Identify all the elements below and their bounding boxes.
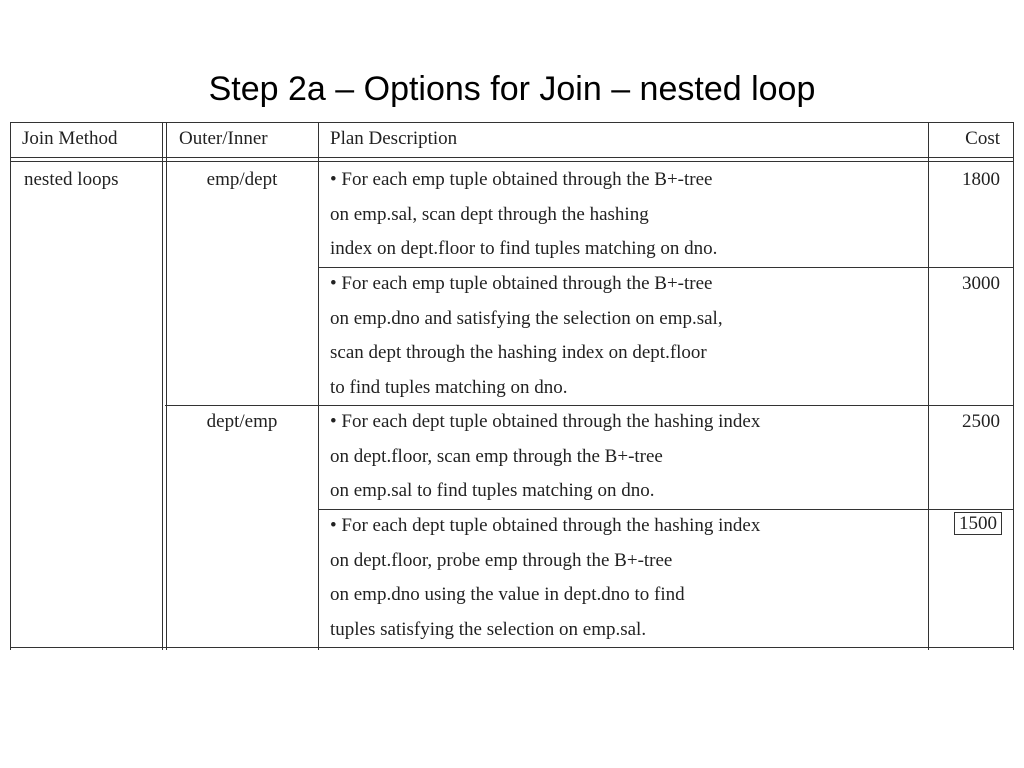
slide-title: Step 2a – Options for Join – nested loop [208, 70, 816, 108]
cost-cell-highlighted [954, 512, 1002, 536]
col-divider-3 [928, 122, 929, 650]
header-cost: Cost [965, 128, 1000, 149]
col-divider-1b [166, 122, 167, 650]
header-rule-1 [10, 157, 1014, 158]
plan-description-cell [330, 169, 717, 273]
table-left-border [10, 122, 11, 650]
outer-inner-cell: emp/dept [206, 169, 278, 190]
plan-line: tuples satisfying the selection on emp.sal. [330, 618, 647, 640]
plan-line: on emp.sal to find tuples matching on dno. [330, 480, 655, 501]
plan-line: on dept.floor, probe emp through the B+-tree [330, 549, 673, 571]
plan-description-cell [330, 515, 760, 653]
plan-description-cell [330, 411, 760, 515]
table-top-border [10, 122, 1014, 123]
plan-line: on emp.dno and satisfying the selection on emp.sal, [330, 307, 723, 329]
plan-line: scan dept through the hashing index on dept.floor [330, 342, 707, 363]
header-outer-inner: Outer/Inner [179, 128, 268, 149]
col-divider-2 [318, 122, 319, 650]
best-cost-box: 1500 [954, 512, 1002, 535]
table-right-border [1013, 122, 1014, 650]
plan-line: • For each emp tuple obtained through the B+-tree [330, 273, 713, 294]
outer-inner-cell: dept/emp [206, 411, 278, 432]
plan-line: to find tuples matching on dno. [330, 376, 568, 398]
plan-line: on dept.floor, scan emp through the B+-tree [330, 445, 663, 467]
plan-description-cell [330, 273, 723, 411]
join-options-table [10, 122, 1014, 650]
cost-cell: 2500 [962, 411, 1000, 432]
plan-line: on emp.sal, scan dept through the hashing [330, 203, 649, 225]
cost-cell: 3000 [962, 273, 1000, 294]
header-rule-2 [10, 161, 1014, 162]
col-divider-1a [162, 122, 163, 650]
header-join-method: Join Method [22, 128, 118, 149]
plan-line: • For each dept tuple obtained through the hashing index [330, 411, 761, 432]
join-method-cell: nested loops [24, 169, 119, 190]
cost-cell: 1800 [962, 169, 1000, 190]
header-plan-description: Plan Description [330, 128, 458, 149]
plan-line: on emp.dno using the value in dept.dno to find [330, 584, 685, 605]
plan-line: index on dept.floor to find tuples matching on dno. [330, 238, 718, 259]
plan-line: • For each emp tuple obtained through the B+-tree [330, 169, 713, 190]
plan-line: • For each dept tuple obtained through the hashing index [330, 515, 761, 536]
